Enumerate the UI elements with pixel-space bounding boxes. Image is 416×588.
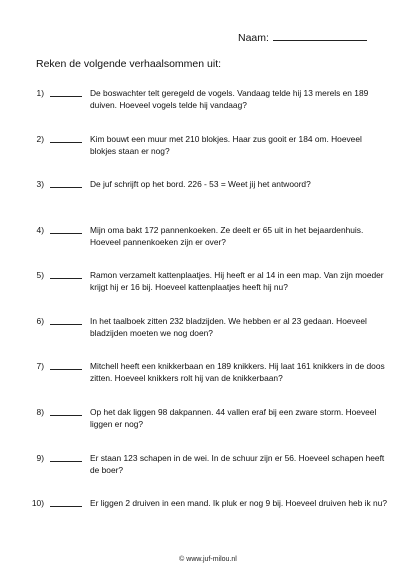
exercise-number: 1) [36,88,44,98]
exercise-number: 4) [36,225,44,235]
name-field [238,29,367,44]
exercise-text: Kim bouwt een muur met 210 blokjes. Haar zus gooit er 184 om. Hoeveel blokjes staan er nog? [90,134,362,157]
exercise-text: Op het dak liggen 98 dakpannen. 44 vallen eraf bij een zware storm. Hoeveel liggen er nog? [90,407,377,430]
answer-blank[interactable] [50,96,82,97]
exercise-text: In het taalboek zitten 232 bladzijden. We hebben er al 23 gedaan. Hoeveel bladzijden moeten we nog doen? [90,316,367,339]
exercise-number: 5) [36,270,44,280]
exercise-text: Ramon verzamelt kattenplaatjes. Hij heeft er al 14 in een map. Van zijn moeder krijgt hij er 16 bij. Hoeveel kattenplaatjes heeft hij nu? [90,270,384,293]
name-blank-line[interactable] [273,29,367,41]
exercise-text: Mitchell heeft een knikkerbaan en 189 knikkers. Hij laat 161 knikkers in de doos zitten. Hoeveel knikkers rolt hij van de knikkerbaan? [90,361,385,384]
exercise-number: 7) [36,361,44,371]
answer-blank[interactable] [50,461,82,462]
answer-blank[interactable] [50,415,82,416]
exercise-number: 3) [36,179,44,189]
exercise-text: Mijn oma bakt 172 pannenkoeken. Ze deelt er 65 uit in het bejaardenhuis. Hoeveel pannenkoeken zijn er over? [90,225,364,248]
exercise-text: De juf schrijft op het bord. 226 - 53 = Weet jij het antwoord? [90,179,311,189]
answer-blank[interactable] [50,233,82,234]
exercise-number: 8) [36,407,44,417]
footer-copyright: © www.juf-milou.nl [179,556,237,563]
name-label: Naam: [238,32,269,44]
exercise-text: De boswachter telt geregeld de vogels. Vandaag telde hij 13 merels en 189 duiven. Hoeveel vogels telde hij vandaag? [90,88,369,111]
worksheet-title: Reken de volgende verhaalsommen uit: [36,58,222,70]
answer-blank[interactable] [50,506,82,507]
exercise-text: Er liggen 2 druiven in een mand. Ik pluk er nog 9 bij. Hoeveel druiven heb ik nu? [90,498,388,508]
answer-blank[interactable] [50,187,82,188]
exercise-number: 10) [31,498,44,508]
answer-blank[interactable] [50,142,82,143]
exercise-text: Er staan 123 schapen in de wei. In de schuur zijn er 56. Hoeveel schapen heeft de boer? [90,453,385,476]
answer-blank[interactable] [50,369,82,370]
answer-blank[interactable] [50,278,82,279]
exercise-number: 9) [36,453,44,463]
answer-blank[interactable] [50,324,82,325]
exercise-number: 6) [36,316,44,326]
exercise-number: 2) [36,134,44,144]
